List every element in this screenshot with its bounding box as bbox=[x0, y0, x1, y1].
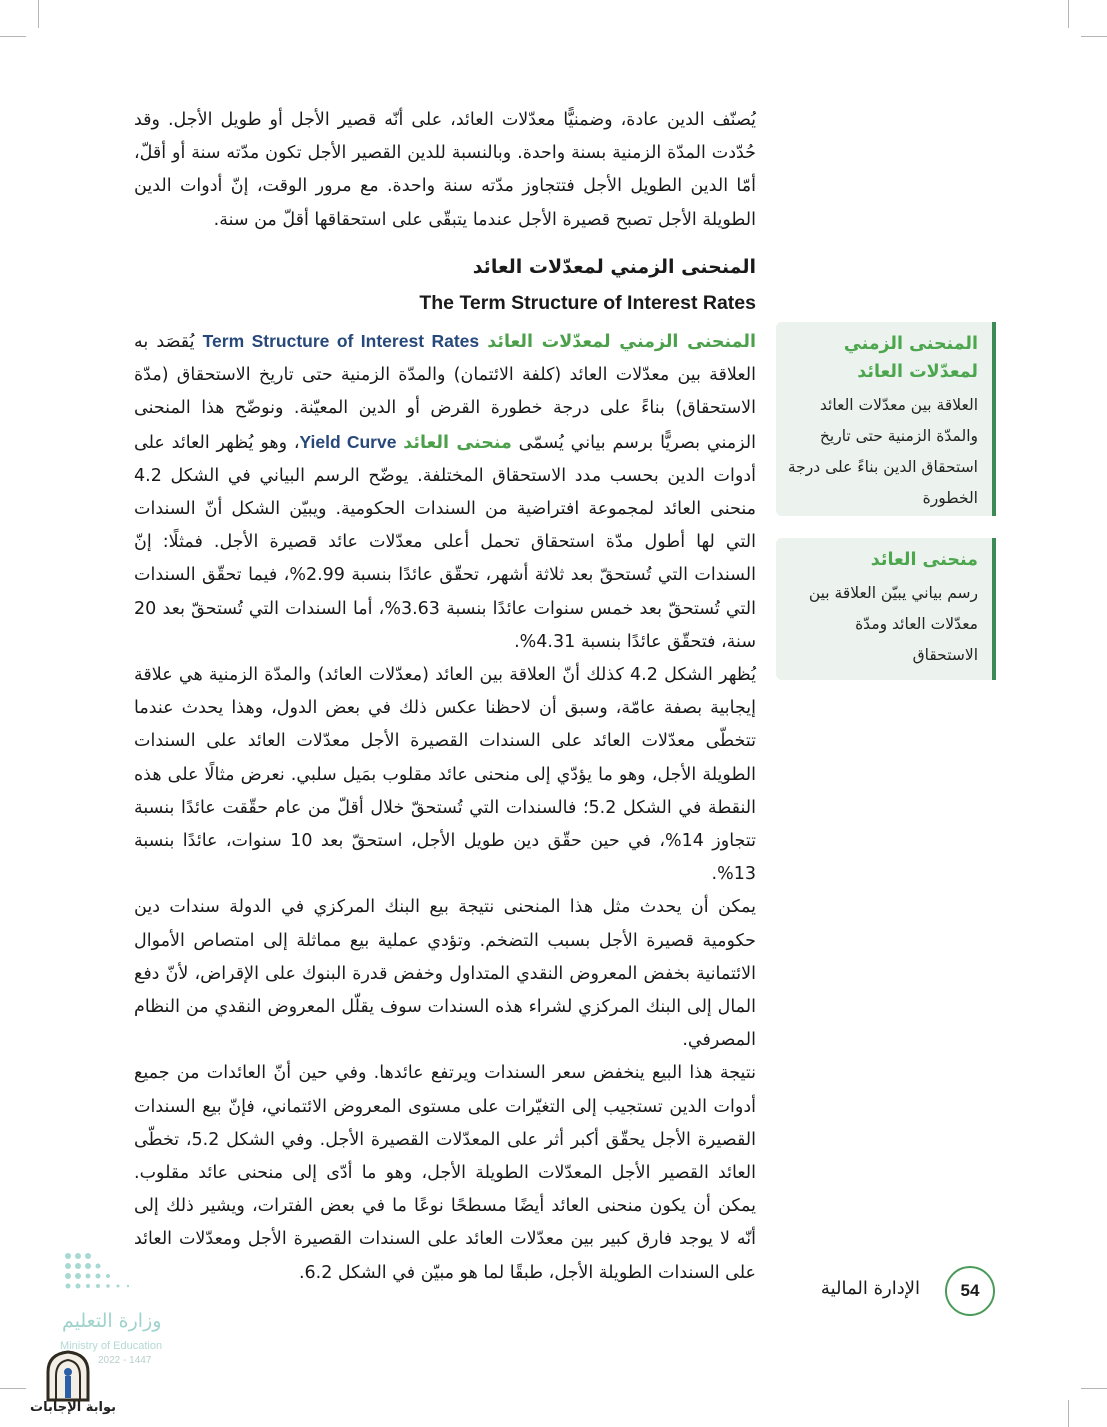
section-heading-ar: المنحنى الزمني لمعدّلات العائد bbox=[472, 256, 756, 278]
main-body bbox=[134, 325, 756, 1290]
crop-mark bbox=[1081, 1388, 1107, 1389]
definition-title: منحنى العائد bbox=[870, 550, 978, 570]
definition-title: المنحنى الزمني لمعدّلات العائد bbox=[843, 334, 978, 382]
paragraph-3: يمكن أن يحدث مثل هذا المنحنى نتيجة بيع البنك المركزي في الدولة سندات دين حكومية قصيرة الأجل بسبب التضخم. وتؤدي عملية بيع مماثلة إلى امتصاص الأموال الائتمانية بخفض المعروض النقدي المتداول وخفض قدرة البنوك على الإقراض، لأنّ دفع المال إلى البنك المركزي لشراء هذه السندات سوف يقلّل المعروض النقدي من النظام المصرفي. bbox=[134, 897, 756, 1051]
definition-box-term-structure bbox=[776, 322, 996, 516]
paragraph-4: نتيجة هذا البيع ينخفض سعر السندات ويرتفع عائدها. وفي حين أنّ العائدات من جميع أدوات الدين تستجيب إلى التغيّرات على مستوى المعروض الائتماني، فإنّ بيع السندات القصيرة الأجل يحقّق أكبر أثر على المعدّلات القصيرة الأجل. وفي الشكل 5.2، تخطّى العائد القصير الأجل المعدّلات الطويلة الأجل، وهو ما أدّى إلى منحنى عائد مقلوب. يمكن أن يكون منحنى العائد أيضًا مسطحًا نوعًا ما في بعض الفترات، ويشير ذلك إلى أنّه لا يوجد فارق كبير بين معدّلات العائد على السندات القصيرة الأجل ومعدّلات العائد على السندات الطويلة الأجل، طبقًا لما هو مبيّن في الشكل 6.2. bbox=[134, 1063, 756, 1283]
paragraph-1 bbox=[134, 325, 756, 659]
definition-text: العلاقة بين معدّلات العائد والمدّة الزمنية حتى تاريخ استحقاق الدين بناءً على درجة الخطورة bbox=[787, 396, 978, 507]
definition-box-yield-curve bbox=[776, 538, 996, 680]
term-term-structure-en: Term Structure of Interest Rates bbox=[202, 331, 480, 351]
crop-mark bbox=[0, 36, 26, 37]
paragraph-1-text-a: يُقصَد به العلاقة بين معدّلات العائد (كلفة الائتمان) والمدّة الزمنية حتى تاريخ الاستحقاق (مدّة الاستحقاق) بناءً على درجة خطورة القرض أو الدين المعيّنة. ونوضّح هذا المنحنى الزمني بصريًّا برسم بياني يُسمّى bbox=[134, 332, 756, 453]
section-heading-en: The Term Structure of Interest Rates bbox=[419, 292, 756, 314]
definition-text: رسم بياني يبيّن العلاقة بين معدّلات العائد ومدّة الاستحقاق bbox=[808, 584, 978, 664]
gate-label: بوابة الإجابات bbox=[30, 1400, 116, 1415]
intro-text: يُصنّف الدين عادة، وضمنيًّا معدّلات العائد، على أنّه قصير الأجل أو طويل الأجل. وقد حُدّدت المدّة الزمنية بسنة واحدة. وبالنسبة للدين القصير الأجل تكون مدّته سنة أو أقلّ، أمّا الدين الطويل الأجل فتتجاوز مدّته سنة واحدة. مع مرور الوقت، إنّ أدوات الدين الطويلة الأجل تصبح قصيرة الأجل عندما يتبقّى على استحقاقها أقلّ من سنة. bbox=[134, 110, 756, 230]
page-number: 54 bbox=[945, 1266, 995, 1316]
ministry-name-en: Ministry of Education bbox=[60, 1340, 163, 1352]
crop-mark bbox=[38, 0, 39, 28]
intro-paragraph bbox=[134, 104, 756, 237]
paragraph-1-text-b: ، وهو يُظهر العائد على أدوات الدين بحسب مدد الاستحقاق المختلفة. يوضّح الرسم البياني في الشكل 4.2 منحنى العائد لمجموعة افتراضية من السندات الحكومية. ويبيّن الشكل أنّ السندات التي لها أطول مدّة استحقاق تحمل أعلى معدّلات عائد قصيرة الأجل. فمثلًا: إنّ السندات التي تُستحقّ بعد ثلاثة أشهر، تحقّق عائدًا بنسبة 2.99%، فيما تحقّق السندات التي تُستحقّ بعد خمس سنوات عائدًا بنسبة 3.63%، أما السندات التي تُستحقّ بعد 20 سنة، فتحقّق عائدًا بنسبة 4.31%. bbox=[134, 432, 756, 652]
crop-mark bbox=[1068, 1400, 1069, 1427]
crop-mark bbox=[1068, 0, 1069, 28]
crop-mark bbox=[0, 1388, 26, 1389]
term-yield-curve-en: Yield Curve bbox=[299, 431, 397, 452]
crop-mark bbox=[1081, 36, 1107, 37]
ministry-year: 2022 - 1447 bbox=[98, 1355, 152, 1366]
paragraph-2: يُظهر الشكل 4.2 كذلك أنّ العلاقة بين العائد (معدّلات العائد) والمدّة الزمنية هي علاقة إيجابية بصفة عامّة، وسبق أن لاحظنا عكس ذلك في بعض الدول، وهذا يحدث عندما تتخطّى معدّلات العائد على السندات القصيرة الأجل معدّلات العائد على السندات الطويلة الأجل، وهو ما يؤدّي إلى منحنى عائد مقلوب بمَيل سلبي. نعرض مثالًا على هذه النقطة في الشكل 5.2؛ فالسندات التي تُستحقّ خلال أقلّ من عام حقّقت عائدًا بنسبة تتجاوز 14%، في حين حقّق دين طويل الأجل، استحقّ بعد 10 سنوات، عائدًا بنسبة 13%. bbox=[134, 665, 757, 885]
dot-pattern-icon bbox=[60, 1248, 160, 1296]
term-yield-curve: منحنى العائد bbox=[403, 432, 512, 453]
term-term-structure: المنحنى الزمني لمعدّلات العائد bbox=[487, 332, 756, 352]
arch-gate-icon bbox=[44, 1350, 92, 1402]
book-title: الإدارة المالية bbox=[820, 1278, 920, 1299]
ministry-name-ar: وزارة التعليم bbox=[62, 1310, 162, 1332]
